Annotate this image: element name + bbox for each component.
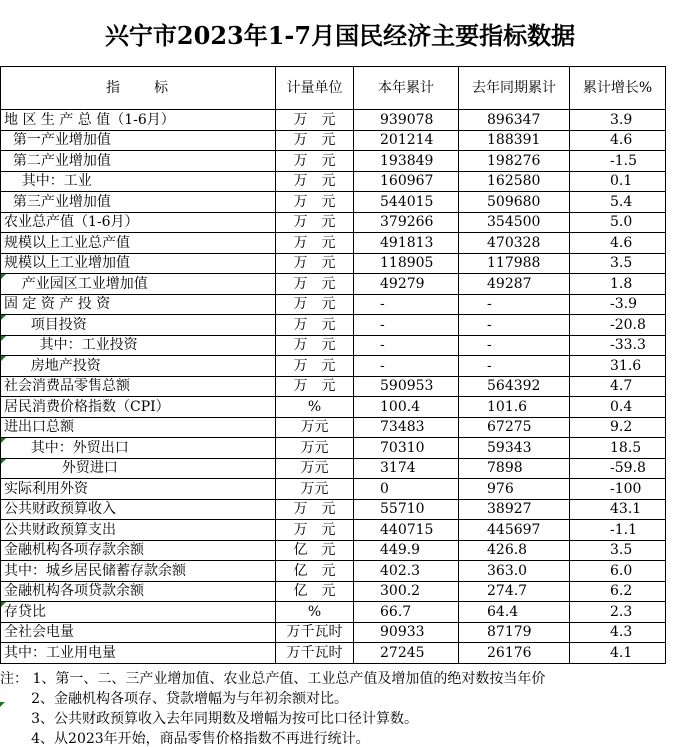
table-row (0, 233, 680, 254)
previous-value-cell: 188391 (459, 131, 570, 152)
table-row (0, 356, 680, 377)
previous-value-cell: 162580 (459, 172, 570, 193)
previous-value-cell: 67275 (459, 418, 570, 439)
growth-cell: -33.3 (570, 336, 666, 357)
table-row (0, 541, 680, 562)
unit-cell: 万 元 (276, 131, 354, 152)
cell-comment-marker (1, 274, 6, 279)
indicator-name-cell: 第三产业增加值 (0, 192, 276, 213)
current-value-cell: 939078 (354, 110, 459, 131)
header-indicator: 指 标 (0, 66, 276, 110)
table-row (0, 151, 680, 172)
indicator-name-cell: 规模以上工业总产值 (0, 233, 276, 254)
table-row (0, 397, 680, 418)
growth-cell: -1.1 (570, 520, 666, 541)
unit-cell: 万 元 (276, 151, 354, 172)
table-row (0, 274, 680, 295)
current-value-cell: 100.4 (354, 397, 459, 418)
unit-cell: 万 元 (276, 315, 354, 336)
table-row (0, 295, 680, 316)
cell-comment-marker (1, 459, 6, 464)
cell-comment-marker (0, 702, 5, 707)
previous-value-cell: 49287 (459, 274, 570, 295)
table-header-row (0, 66, 680, 110)
previous-value-cell: 38927 (459, 500, 570, 521)
growth-cell: 9.2 (570, 418, 666, 439)
current-value-cell: 70310 (354, 438, 459, 459)
note-line: 3、公共财政预算收入去年同期数及增幅为按可比口径计算数。 (0, 711, 419, 727)
growth-cell: 4.7 (570, 377, 666, 398)
growth-cell: 6.2 (570, 582, 666, 603)
previous-value-cell: 101.6 (459, 397, 570, 418)
growth-cell: 4.6 (570, 131, 666, 152)
table-row (0, 602, 680, 623)
page-title: 兴宁市2023年1-7月国民经济主要指标数据 (104, 20, 576, 50)
growth-cell: 3.9 (570, 110, 666, 131)
current-value-cell: 73483 (354, 418, 459, 439)
indicator-name-cell: 地 区 生 产 总 值（1-6月） (0, 110, 276, 131)
indicator-name-cell: 金融机构各项存款余额 (0, 541, 276, 562)
indicator-name-cell: 社会消费品零售总额 (0, 377, 276, 398)
growth-cell: 4.3 (570, 623, 666, 644)
header-current: 本年累计 (354, 66, 459, 110)
current-value-cell: 379266 (354, 213, 459, 234)
current-value-cell: 90933 (354, 623, 459, 644)
growth-cell: 43.1 (570, 500, 666, 521)
previous-value-cell: 976 (459, 479, 570, 500)
current-value-cell: - (354, 295, 459, 316)
table-row (0, 561, 680, 582)
header-previous: 去年同期累计 (459, 66, 570, 110)
current-value-cell: 491813 (354, 233, 459, 254)
table-row (0, 438, 680, 459)
cell-comment-marker (1, 602, 6, 607)
indicator-name-cell: 进出口总额 (0, 418, 276, 439)
growth-cell: 0.4 (570, 397, 666, 418)
previous-value-cell: - (459, 356, 570, 377)
growth-cell: 5.0 (570, 213, 666, 234)
indicator-name-cell: 产业园区工业增加值 (0, 274, 276, 295)
previous-value-cell: 470328 (459, 233, 570, 254)
unit-cell: 万 元 (276, 192, 354, 213)
header-unit: 计量单位 (276, 66, 354, 110)
indicator-name-cell: 规模以上工业增加值 (0, 254, 276, 275)
table-row (0, 213, 680, 234)
previous-value-cell: 274.7 (459, 582, 570, 603)
note-line: 4、从2023年开始，商品零售价格指数不再进行统计。 (0, 731, 370, 747)
table-row (0, 254, 680, 275)
unit-cell: 万 元 (276, 520, 354, 541)
unit-cell: 万 元 (276, 172, 354, 193)
unit-cell: 万元 (276, 479, 354, 500)
previous-value-cell: - (459, 315, 570, 336)
table-row (0, 418, 680, 439)
current-value-cell: 27245 (354, 643, 459, 664)
growth-cell: -100 (570, 479, 666, 500)
indicator-name-cell: 其中：工业用电量 (0, 643, 276, 664)
indicator-name-cell: 实际利用外资 (0, 479, 276, 500)
unit-cell: 万 元 (276, 356, 354, 377)
growth-cell: 18.5 (570, 438, 666, 459)
growth-cell: 4.1 (570, 643, 666, 664)
unit-cell: % (276, 602, 354, 623)
indicator-name-cell: 居民消费价格指数（CPI） (0, 397, 276, 418)
unit-cell: 万千瓦时 (276, 623, 354, 644)
current-value-cell: 49279 (354, 274, 459, 295)
table-row (0, 643, 680, 664)
current-value-cell: 544015 (354, 192, 459, 213)
current-value-cell: - (354, 315, 459, 336)
previous-value-cell: 26176 (459, 643, 570, 664)
table-row (0, 377, 680, 398)
indicator-name-cell: 项目投资 (0, 315, 276, 336)
current-value-cell: 66.7 (354, 602, 459, 623)
cell-comment-marker (1, 438, 6, 443)
growth-cell: 2.3 (570, 602, 666, 623)
table-row (0, 479, 680, 500)
indicator-name-cell: 公共财政预算支出 (0, 520, 276, 541)
previous-value-cell: 198276 (459, 151, 570, 172)
unit-cell: 万 元 (276, 295, 354, 316)
unit-cell: 万 元 (276, 377, 354, 398)
growth-cell: -1.5 (570, 151, 666, 172)
current-value-cell: 3174 (354, 459, 459, 480)
header-growth: 累计增长% (570, 66, 666, 110)
unit-cell: 万元 (276, 418, 354, 439)
previous-value-cell: 354500 (459, 213, 570, 234)
previous-value-cell: 896347 (459, 110, 570, 131)
current-value-cell: - (354, 336, 459, 357)
indicator-name-cell: 房地产投资 (0, 356, 276, 377)
current-value-cell: 201214 (354, 131, 459, 152)
unit-cell: 万 元 (276, 213, 354, 234)
previous-value-cell: 426.8 (459, 541, 570, 562)
unit-cell: 万 元 (276, 500, 354, 521)
note-line: 注： 1、第一、二、三产业增加值、农业总产值、工业总产值及增加值的绝对数按当年价 (0, 671, 546, 687)
unit-cell: 万 元 (276, 110, 354, 131)
indicator-name-cell: 其中：工业 (0, 172, 276, 193)
cell-comment-marker (1, 315, 6, 320)
indicator-name-cell: 农业总产值（1-6月） (0, 213, 276, 234)
growth-cell: 4.6 (570, 233, 666, 254)
note-line: 2、金融机构各项存、贷款增幅为与年初余额对比。 (0, 691, 349, 707)
indicator-name-cell: 金融机构各项贷款余额 (0, 582, 276, 603)
current-value-cell: 118905 (354, 254, 459, 275)
growth-cell: 1.8 (570, 274, 666, 295)
previous-value-cell: 509680 (459, 192, 570, 213)
indicator-name-cell: 第二产业增加值 (0, 151, 276, 172)
current-value-cell: 193849 (354, 151, 459, 172)
growth-cell: 5.4 (570, 192, 666, 213)
previous-value-cell: - (459, 295, 570, 316)
table-row (0, 172, 680, 193)
table-row (0, 623, 680, 644)
indicator-name-cell: 其中：城乡居民储蓄存款余额 (0, 561, 276, 582)
current-value-cell: 440715 (354, 520, 459, 541)
current-value-cell: 55710 (354, 500, 459, 521)
growth-cell: 6.0 (570, 561, 666, 582)
indicator-name-cell: 其中：工业投资 (0, 336, 276, 357)
indicator-name-cell: 固 定 资 产 投 资 (0, 295, 276, 316)
unit-cell: 万 元 (276, 274, 354, 295)
unit-cell: 万 元 (276, 233, 354, 254)
previous-value-cell: 363.0 (459, 561, 570, 582)
table-row (0, 192, 680, 213)
table-row (0, 520, 680, 541)
growth-cell: 31.6 (570, 356, 666, 377)
unit-cell: 万元 (276, 459, 354, 480)
indicator-name-cell: 全社会电量 (0, 623, 276, 644)
growth-cell: -20.8 (570, 315, 666, 336)
unit-cell: 亿 元 (276, 561, 354, 582)
table-row (0, 315, 680, 336)
table-row (0, 459, 680, 480)
table-row (0, 336, 680, 357)
previous-value-cell: - (459, 336, 570, 357)
growth-cell: 3.5 (570, 254, 666, 275)
current-value-cell: 300.2 (354, 582, 459, 603)
indicator-name-cell: 公共财政预算收入 (0, 500, 276, 521)
table-row (0, 500, 680, 521)
unit-cell: 亿 元 (276, 582, 354, 603)
current-value-cell: 402.3 (354, 561, 459, 582)
previous-value-cell: 59343 (459, 438, 570, 459)
unit-cell: 万元 (276, 438, 354, 459)
indicator-name-cell: 外贸进口 (0, 459, 276, 480)
cell-comment-marker (1, 336, 6, 341)
table-row (0, 582, 680, 603)
indicator-name-cell: 存贷比 (0, 602, 276, 623)
current-value-cell: 590953 (354, 377, 459, 398)
current-value-cell: 449.9 (354, 541, 459, 562)
previous-value-cell: 564392 (459, 377, 570, 398)
unit-cell: % (276, 397, 354, 418)
growth-cell: -3.9 (570, 295, 666, 316)
current-value-cell: 160967 (354, 172, 459, 193)
growth-cell: -59.8 (570, 459, 666, 480)
previous-value-cell: 87179 (459, 623, 570, 644)
previous-value-cell: 7898 (459, 459, 570, 480)
unit-cell: 万千瓦时 (276, 643, 354, 664)
table-row (0, 110, 680, 131)
unit-cell: 万 元 (276, 254, 354, 275)
table-row (0, 131, 680, 152)
previous-value-cell: 117988 (459, 254, 570, 275)
indicator-name-cell: 其中：外贸出口 (0, 438, 276, 459)
indicator-name-cell: 第一产业增加值 (0, 131, 276, 152)
growth-cell: 0.1 (570, 172, 666, 193)
unit-cell: 万 元 (276, 336, 354, 357)
current-value-cell: - (354, 356, 459, 377)
previous-value-cell: 445697 (459, 520, 570, 541)
growth-cell: 3.5 (570, 541, 666, 562)
cell-comment-marker (1, 356, 6, 361)
current-value-cell: 0 (354, 479, 459, 500)
unit-cell: 亿 元 (276, 541, 354, 562)
previous-value-cell: 64.4 (459, 602, 570, 623)
